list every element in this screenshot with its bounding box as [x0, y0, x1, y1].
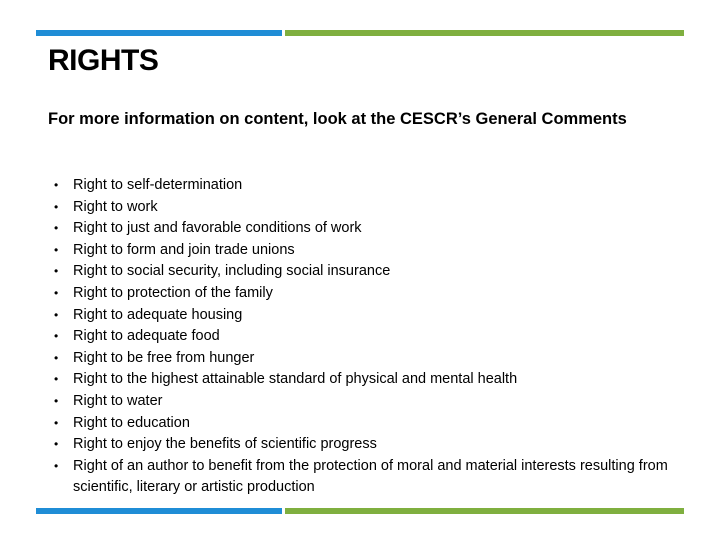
- slide-subtitle: For more information on content, look at the CESCR’s General Comments: [48, 110, 627, 128]
- bullet-icon: •: [54, 242, 59, 257]
- bullet-icon: •: [54, 264, 59, 279]
- list-item: [48, 283, 678, 305]
- list-item-text: Right to enjoy the benefits of scientific progress: [73, 436, 377, 453]
- bullet-icon: •: [54, 178, 59, 192]
- list-item: [48, 413, 678, 435]
- list-item: [48, 348, 678, 370]
- list-item-text: Right to the highest attainable standard of physical and mental health: [73, 371, 518, 388]
- bullet-icon: •: [54, 458, 59, 473]
- list-item-text: Right of an author to benefit from the protection of moral and material interests resulting from scientific, literary or artistic production: [73, 457, 668, 496]
- list-item-text: Right to be free from hunger: [73, 349, 255, 366]
- bottom-bar-blue-segment: [36, 508, 282, 514]
- list-item-text: Right to form and join trade unions: [73, 241, 295, 258]
- list-item: [48, 240, 678, 262]
- top-bar-green-segment: [285, 30, 684, 36]
- bullet-icon: •: [54, 307, 59, 322]
- list-item: [48, 175, 678, 197]
- list-item: [48, 261, 678, 283]
- bullet-icon: •: [54, 350, 59, 365]
- list-item: [48, 391, 678, 413]
- bullet-icon: •: [54, 221, 59, 236]
- list-item-text: Right to social security, including social insurance: [73, 263, 391, 280]
- list-item-text: Right to adequate housing: [73, 306, 243, 323]
- bullet-icon: •: [54, 372, 59, 387]
- list-item-text: Right to adequate food: [73, 328, 220, 345]
- bottom-bar-green-segment: [285, 508, 684, 514]
- list-item-text: Right to just and favorable conditions of work: [73, 220, 362, 237]
- list-item: [48, 456, 678, 499]
- list-item-text: Right to water: [73, 392, 163, 409]
- list-item: [48, 434, 678, 456]
- list-item-text: Right to self-determination: [73, 177, 243, 193]
- list-item: [48, 326, 678, 348]
- slide-title: RIGHTS: [48, 44, 159, 77]
- list-item-text: Right to education: [73, 414, 190, 431]
- bottom-divider-bar: [36, 508, 684, 514]
- bullet-icon: •: [54, 393, 59, 408]
- bullet-icon: •: [54, 329, 59, 344]
- list-item: [48, 197, 678, 219]
- bullet-icon: •: [54, 285, 59, 300]
- list-item: [48, 369, 678, 391]
- top-divider-bar: [36, 30, 684, 36]
- top-bar-blue-segment: [36, 30, 282, 36]
- rights-list: [48, 175, 678, 499]
- list-item-text: Right to protection of the family: [73, 284, 273, 301]
- bullet-icon: •: [54, 199, 59, 214]
- bullet-icon: •: [54, 415, 59, 430]
- list-item: [48, 218, 678, 240]
- list-item: [48, 305, 678, 327]
- list-item-text: Right to work: [73, 198, 158, 215]
- bullet-icon: •: [54, 437, 59, 452]
